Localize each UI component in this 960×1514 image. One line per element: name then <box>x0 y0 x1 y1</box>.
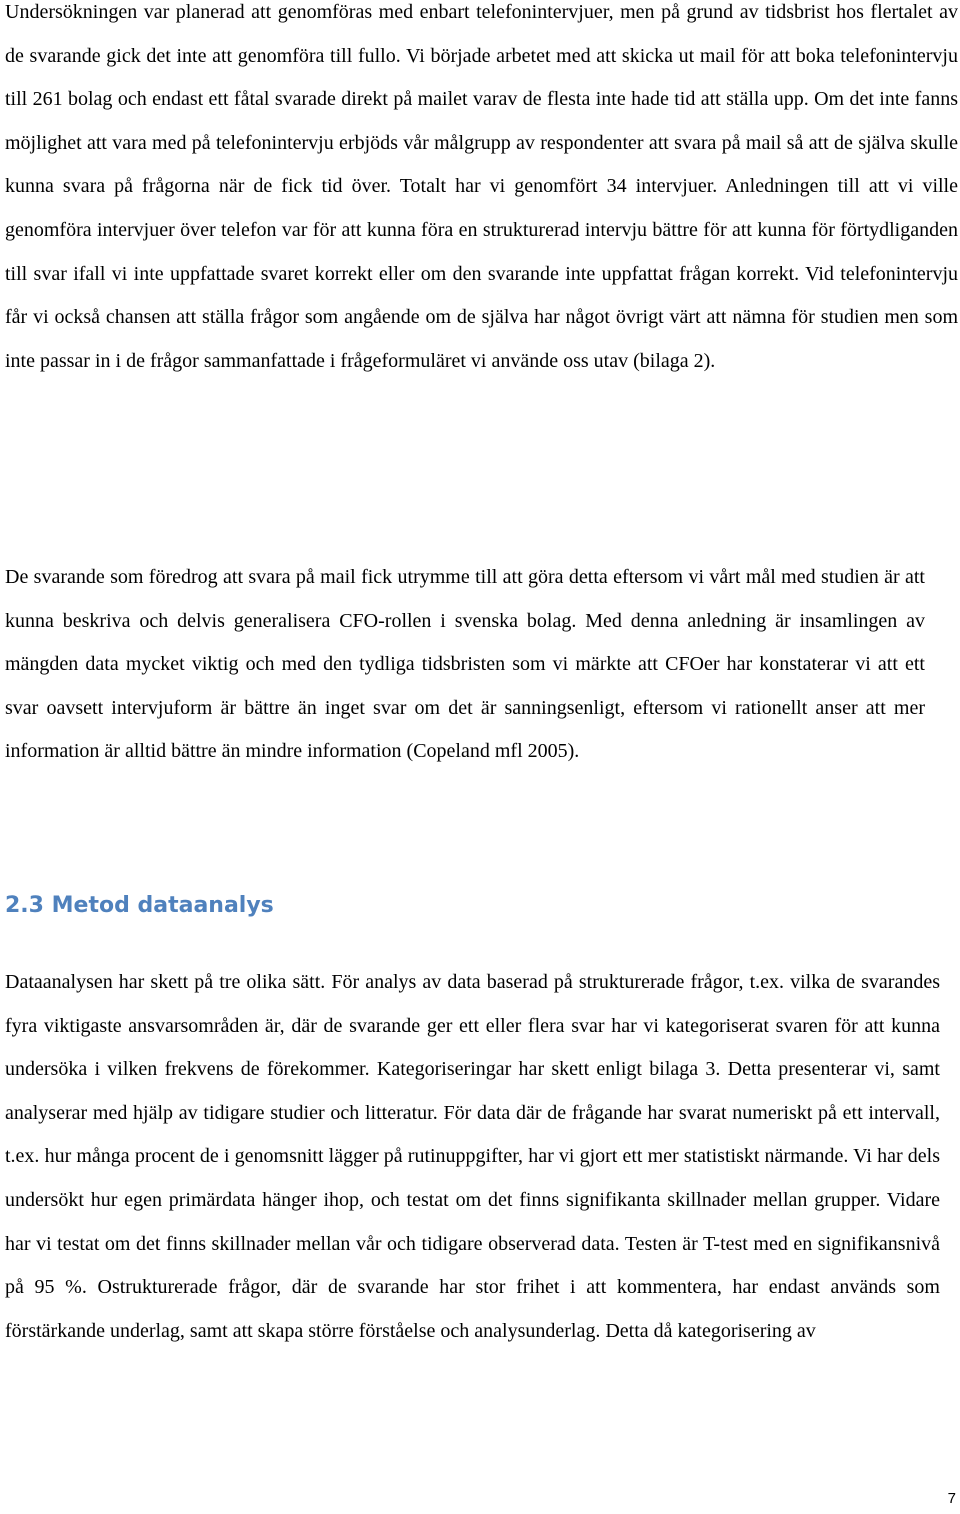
paragraph-data-analysis: Dataanalysen har skett på tre olika sätt. För analys av data baserad på strukturerade frågor, t.ex. vilka de svarandes fyra viktigaste ansvarsområden är, där de svarande ger ett eller flera svar har vi kategoriserat svaren för att kunna undersöka i vilken frekvens de förekommer. Kategoriseringar har skett enligt bilaga 3. Detta presenterar vi, samt analyserar med hjälp av tidigare studier och litteratur. För data där de frågande har svarat numeriskt på ett intervall, t.ex. hur många procent de i genomsnitt lägger på rutinuppgifter, har vi gjort ett mer statistiskt närmande. Vi har dels undersökt hur egen primärdata hänger ihop, och testat om det finns signifikanta skillnader mellan grupper. Vidare har vi testat om det finns skillnader mellan vår och tidigare observerad data. Testen är T-test med en signifikansnivå på 95 %. Ostrukturerade frågor, där de svarande har stor frihet i att kommentera, har endast används som förstärkande underlag, samt att skapa större förståelse och analysunderlag. Detta då kategorisering av <box>5 971 940 1342</box>
section-heading: 2.3 Metod dataanalys <box>5 893 274 918</box>
page-number: 7 <box>947 1490 956 1507</box>
paragraph-mail-responses: De svarande som föredrog att svara på mail fick utrymme till att göra detta eftersom vi vårt mål med studien är att kunna beskriva och delvis generalisera CFO-rollen i svenska bolag. Med denna anledning är insamlingen av mängden data mycket viktig och med den tydliga tidsbristen som vi märkte att CFOer har konstaterar vi att ett svar oavsett intervjuform är bättre än inget svar om det är sanningsenligt, eftersom vi rationellt anser att mer information är alltid bättre än mindre information (Copeland mfl 2005). <box>5 566 925 763</box>
paragraph-interview-method: Undersökningen var planerad att genomföras med enbart telefonintervjuer, men på grund av tidsbrist hos flertalet av de svarande gick det inte att genomföra till fullo. Vi började arbetet med att skicka ut mail för att boka telefonintervju till 261 bolag och endast ett fåtal svarade direkt på mailet varav de flesta inte hade tid att ställa upp. Om det inte fanns möjlighet att vara med på telefonintervju erbjöds vår målgrupp av respondenter att svara på mail så att de själva skulle kunna svara på frågorna när de fick tid över. Totalt har vi genomfört 34 intervjuer. Anledningen till att vi ville genomföra intervjuer över telefon var för att kunna föra en strukturerad intervju bättre för att kunna för förtydliganden till svar ifall vi inte uppfattade svaret korrekt eller om den svarande inte uppfattat frågan korrekt. Vid telefonintervju får vi också chansen att ställa frågor som angående om de själva har något övrigt värt att nämna för studien men som inte passar in i de frågor sammanfattade i frågeformuläret vi använde oss utav (bilaga 2). <box>5 1 958 372</box>
